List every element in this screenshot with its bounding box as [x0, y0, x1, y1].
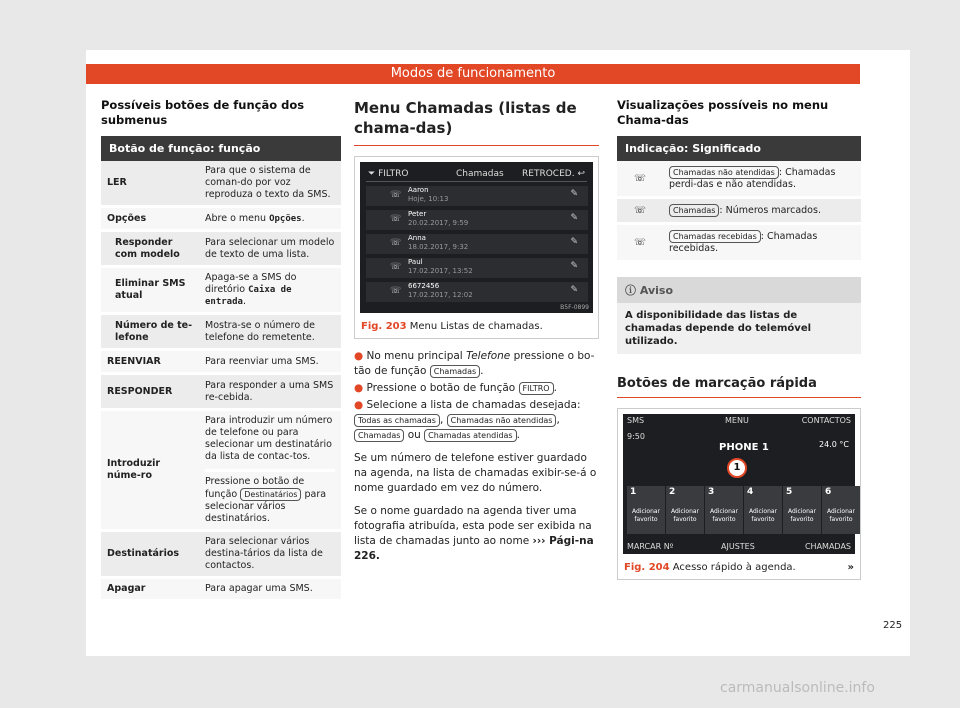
speed-dial-tile[interactable] [744, 486, 782, 534]
clock: 9:50 [627, 432, 645, 441]
call-row[interactable] [366, 234, 588, 254]
figure-number: Fig. 203 [361, 321, 407, 332]
screen-title: Chamadas [456, 169, 504, 179]
call-action-icon[interactable]: ✎ [570, 261, 578, 271]
row-tag: Chamadas não atendidas [669, 166, 779, 179]
tile-number: 5 [786, 487, 793, 497]
caller-name: Peter [408, 210, 427, 218]
row-value-text: Pressione o botão de função [205, 476, 305, 500]
right-title: Visualizações possíveis no menu Chama-das [617, 98, 829, 127]
row-value: Para responder a uma SMS re-cebida. [199, 374, 341, 410]
left-title: Possíveis botões de função dos submenus [101, 98, 305, 127]
menu-name: Telefone [466, 350, 511, 362]
bullet-dot: ● [354, 350, 364, 362]
paragraph-text: Se o nome guardado na agenda tiver uma fotografia atribuída, esta pode ser exibida na lista de chamadas junto ao nome [354, 505, 592, 547]
paragraph-1: Se um número de telefone estiver guardado na agenda, na lista de chamadas exibir-se-á o nome guardado em vez do número. [354, 452, 597, 494]
menu-button[interactable]: MENU [725, 416, 749, 425]
row-key: Opções [101, 207, 199, 231]
table-row [617, 224, 861, 262]
row-value: Para apagar uma SMS. [199, 578, 341, 601]
table-row [101, 410, 341, 531]
row-key: LER [101, 161, 199, 207]
middle-column [354, 98, 599, 564]
call-date: 17.02.2017, 12:02 [408, 291, 473, 299]
table-row [101, 350, 341, 374]
function-table-header: Botão de função: função [101, 136, 341, 161]
table-row [101, 267, 341, 314]
row-key: Responder com modelo [101, 231, 199, 267]
caller-name: Anna [408, 234, 426, 242]
row-value: Mostra-se o número de telefone do remetente. [199, 314, 341, 350]
call-row[interactable] [366, 282, 588, 302]
instructions [354, 349, 599, 564]
manual-page [86, 50, 910, 656]
caller-name: Paul [408, 258, 423, 266]
bullet-dot: ● [354, 382, 364, 394]
row-value [663, 224, 861, 262]
section-header: Modos de funcionamento [86, 64, 860, 84]
row-value: Para reenviar uma SMS. [199, 350, 341, 374]
note-box [617, 277, 861, 354]
speed-dial-tile[interactable] [822, 486, 860, 534]
table-row [101, 161, 341, 207]
bullet-3: ● Selecione a lista de chamadas desejada: Todas as chamadas , Chamadas não atendidas , Chamadas ou Chamadas atendidas . [354, 399, 581, 441]
callout-marker: 1 [727, 458, 747, 478]
row-value: Para selecionar um modelo de texto de uma lista. [199, 231, 341, 267]
tile-label: Adicionar favorito [748, 508, 778, 523]
call-action-icon[interactable]: ✎ [570, 189, 578, 199]
table-row [101, 531, 341, 578]
row-value-text: . [301, 212, 305, 224]
indicator-table-header: Indicação: Significado [617, 136, 861, 161]
speed-dial-tile[interactable] [666, 486, 704, 534]
table-row [101, 207, 341, 231]
tile-label: Adicionar favorito [709, 508, 739, 523]
function-table [101, 136, 341, 602]
row-tag: Chamadas [669, 204, 719, 217]
table-row [101, 314, 341, 350]
speed-dial-tile[interactable] [705, 486, 743, 534]
tile-number: 1 [630, 487, 637, 497]
row-value-text: Apaga-se a SMS do diretório [205, 272, 297, 295]
tile-number: 2 [669, 487, 676, 497]
table-row [617, 198, 861, 224]
speed-dial-screen [623, 414, 855, 554]
folder-name: Caixa de entrada [205, 285, 292, 307]
note-header [617, 277, 861, 303]
bullet-text: pressione o bo-tão de função [354, 350, 595, 377]
bullet-text: ou [404, 429, 425, 441]
dialed-calls-label: Chamadas [354, 429, 404, 442]
speed-dial-tile[interactable] [627, 486, 665, 534]
destinatarios-button-label: Destinatários [240, 488, 301, 501]
screen-top-bar [366, 165, 587, 182]
bullet-text: Selecione a lista de chamadas desejada: [366, 399, 581, 411]
filter-button[interactable] [368, 165, 409, 183]
call-type-icon: ☏ [390, 262, 402, 272]
back-label: RETROCED. [522, 169, 575, 179]
watermark: carmanualsonline.info [720, 680, 875, 696]
bullet-2 [354, 381, 599, 396]
phone-name: PHONE 1 [719, 442, 769, 453]
call-type-icon: ☏ [390, 190, 402, 200]
call-row[interactable] [366, 258, 588, 278]
calls-button[interactable]: CHAMADAS [804, 542, 851, 551]
tile-number: 6 [825, 487, 832, 497]
figure-caption-text: Menu Listas de chamadas. [409, 321, 543, 332]
tile-number: 3 [708, 487, 715, 497]
row-value [199, 267, 341, 314]
row-key: REENVIAR [101, 350, 199, 374]
row-key: Apagar [101, 578, 199, 601]
figure-203 [354, 156, 599, 339]
funnel-icon: ⏷ [368, 169, 376, 179]
note-body: A disponibilidade das listas de chamadas depende do telemóvel utilizado. [625, 310, 812, 347]
table-row [101, 231, 341, 267]
row-value: Para que o sistema de coman-do por voz reproduza o texto da SMS. [199, 161, 341, 207]
figure-caption [355, 318, 598, 338]
row-value [663, 198, 861, 224]
call-row[interactable] [366, 210, 588, 230]
menu-name: Opções [269, 213, 302, 224]
tile-label: Adicionar favorito [670, 508, 700, 523]
row-key: Número de te-lefone [101, 314, 199, 350]
tile-label: Adicionar favorito [631, 508, 661, 523]
call-action-icon[interactable]: ✎ [570, 213, 578, 223]
call-type-icon: ☏ [390, 238, 402, 248]
figure-number: Fig. 204 [624, 562, 670, 573]
indicator-table [617, 136, 861, 263]
speed-dial-tile[interactable] [783, 486, 821, 534]
right-column [617, 98, 861, 580]
row-value [199, 410, 341, 531]
row-value-text: . [242, 296, 246, 307]
dial-number-button[interactable]: MARCAR Nº [627, 542, 674, 551]
table-row [617, 161, 861, 198]
row-text: : Chamadas perdi-das e não atendidas. [669, 167, 836, 190]
bullet-text: No menu principal [366, 350, 467, 362]
call-date: 20.02.2017, 9:59 [408, 219, 469, 227]
received-call-icon: ☏ [617, 224, 663, 262]
back-arrow-icon: ↩ [577, 169, 585, 179]
call-date: 18.02.2017, 9:32 [408, 243, 469, 251]
row-text: : Números marcados. [719, 205, 821, 216]
call-date: 17.02.2017, 13:52 [408, 267, 473, 275]
back-button[interactable] [522, 165, 585, 183]
paragraph-2 [354, 504, 599, 564]
speed-dial-title: Botões de marcação rápida [617, 376, 861, 398]
call-action-icon[interactable]: ✎ [570, 237, 578, 247]
bullet-text: Pressione o botão de função [366, 382, 519, 394]
bullet-1 [354, 349, 599, 379]
note-title: Aviso [639, 284, 674, 297]
temperature: 24.0 °C [819, 440, 849, 449]
bullet-text: . [480, 365, 484, 377]
row-value-text: para selecionar vários destinatários. [205, 489, 327, 524]
figure-code: B5F-0899 [560, 304, 589, 311]
page-reference: ››› Pági-na 226. [354, 535, 594, 562]
row-key: RESPONDER [101, 374, 199, 410]
call-action-icon[interactable]: ✎ [570, 285, 578, 295]
tile-label: Adicionar favorito [826, 508, 856, 523]
filter-label: FILTRO [378, 169, 409, 179]
all-calls-label: Todas as chamadas [354, 414, 440, 427]
table-row [101, 578, 341, 601]
figure-caption [618, 559, 860, 579]
speed-top-bar [623, 414, 855, 428]
call-date: Hoje, 10:13 [408, 195, 449, 203]
answered-calls-label: Chamadas atendidas [424, 429, 516, 442]
row-key: Eliminar SMS atual [101, 267, 199, 314]
row-value [663, 161, 861, 198]
row-value-text [205, 469, 335, 525]
missed-call-icon: ☏ [617, 161, 663, 198]
row-key: Introduzir núme-ro [101, 410, 199, 531]
contacts-button[interactable]: CONTACTOS [801, 416, 851, 425]
row-value [199, 207, 341, 231]
continue-marker: » [847, 562, 854, 573]
page-number: 225 [883, 620, 903, 631]
row-key: Destinatários [101, 531, 199, 578]
call-row[interactable] [366, 186, 588, 206]
info-icon: ⓘ [625, 284, 636, 297]
call-type-icon: ☏ [390, 286, 402, 296]
bullet-dot: ● [354, 399, 364, 411]
missed-calls-label: Chamadas não atendidas [447, 414, 557, 427]
tile-label: Adicionar favorito [787, 508, 817, 523]
call-type-icon: ☏ [390, 214, 402, 224]
settings-button[interactable]: AJUSTES [721, 542, 755, 551]
dialed-call-icon: ☏ [617, 198, 663, 224]
bullet-text: . [553, 382, 557, 394]
row-tag: Chamadas recebidas [669, 230, 761, 243]
tile-number: 4 [747, 487, 754, 497]
table-row [101, 374, 341, 410]
middle-title: Menu Chamadas (listas de chama-das) [354, 98, 599, 146]
figure-caption-text: Acesso rápido à agenda. [672, 562, 796, 573]
speed-bottom-bar [623, 540, 855, 554]
row-text: : Chamadas recebidas. [669, 231, 818, 254]
row-value: Para selecionar vários destina-tários da lista de contactos. [199, 531, 341, 578]
figure-204 [617, 408, 861, 580]
sms-button[interactable]: SMS [627, 416, 645, 425]
row-value-text: Para introduzir um número de telefone ou para selecionar um destinatário da lista de contac-tos. [205, 415, 333, 462]
caller-name: Aaron [408, 186, 429, 194]
filtro-button-label: FILTRO [519, 382, 554, 395]
left-column [101, 98, 341, 602]
call-list-screen [360, 162, 593, 313]
caller-name: 6672456 [408, 282, 440, 290]
row-value-text: Abre o menu [205, 212, 270, 224]
chamadas-button-label: Chamadas [430, 365, 480, 378]
